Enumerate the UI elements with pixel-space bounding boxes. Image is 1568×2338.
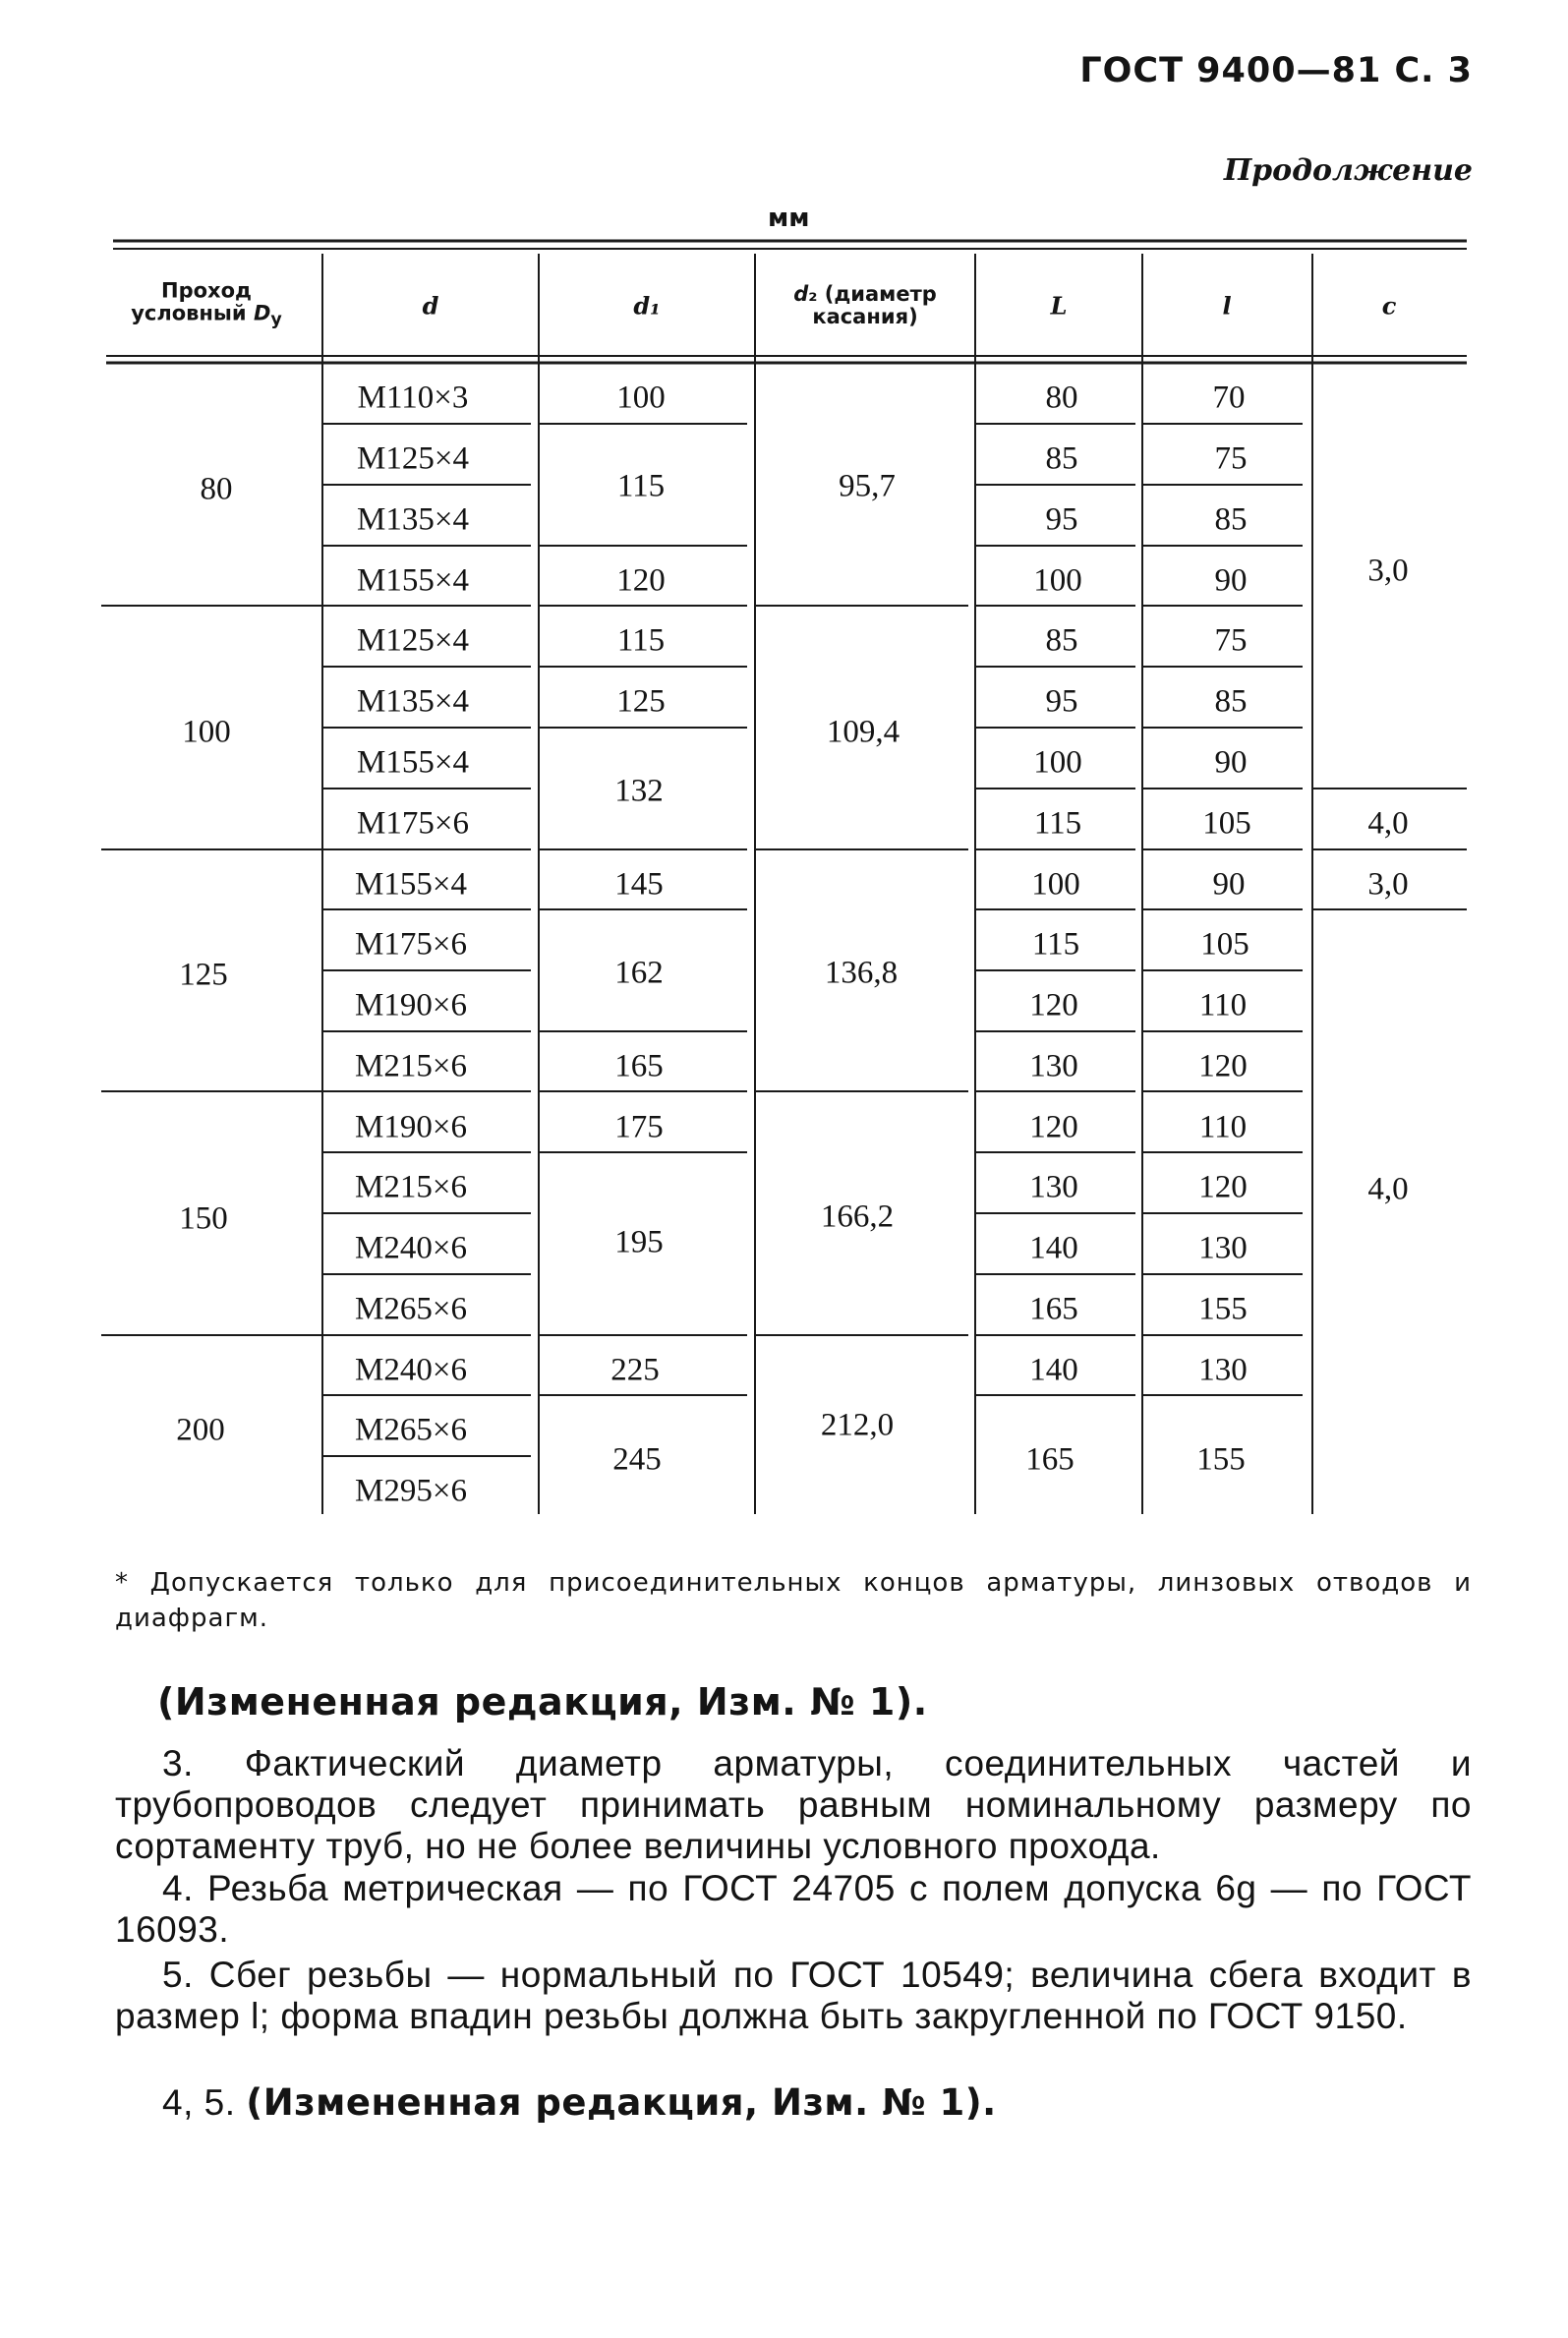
d-cell: М125×4 bbox=[357, 440, 469, 477]
L-cell: 165 bbox=[1025, 1441, 1074, 1478]
d-cell: М215×6 bbox=[355, 1169, 467, 1205]
d1-cell: 115 bbox=[616, 622, 666, 659]
d2-cell: 212,0 bbox=[820, 1407, 895, 1443]
c-cell: 3,0 bbox=[1367, 553, 1409, 589]
L-cell: 100 bbox=[1033, 744, 1082, 781]
d-cell: М135×4 bbox=[357, 683, 469, 720]
L-cell: 130 bbox=[1029, 1048, 1078, 1084]
d2-cell: 166,2 bbox=[820, 1198, 895, 1235]
L-cell: 80 bbox=[1045, 380, 1078, 416]
d-cell: М155×4 bbox=[357, 562, 469, 599]
l-cell: 105 bbox=[1200, 926, 1249, 963]
passage-cell: 200 bbox=[176, 1412, 225, 1448]
L-cell: 140 bbox=[1029, 1352, 1078, 1388]
footnote: * Допускается только для присоединительных концов арматуры, линзовых отводов и диафрагм. bbox=[115, 1568, 1472, 1633]
L-cell: 130 bbox=[1029, 1169, 1078, 1205]
d-cell: М240×6 bbox=[355, 1230, 467, 1266]
passage-cell: 125 bbox=[179, 957, 228, 993]
l-cell: 110 bbox=[1198, 1109, 1248, 1145]
passage-cell: 100 bbox=[182, 714, 231, 750]
l-cell: 90 bbox=[1214, 562, 1248, 599]
l-cell: 75 bbox=[1214, 622, 1248, 659]
document-id: ГОСТ 9400—81 С. 3 bbox=[1079, 51, 1473, 90]
continuation-label: Продолжение bbox=[1223, 153, 1473, 188]
amendment-45-text: (Измененная редакция, Изм. № 1). bbox=[246, 2081, 997, 2124]
c-cell: 3,0 bbox=[1367, 866, 1409, 903]
passage-cell: 80 bbox=[200, 471, 233, 507]
d2-cell: 109,4 bbox=[826, 714, 900, 750]
d1-cell: 125 bbox=[616, 683, 666, 720]
d-cell: М175×6 bbox=[357, 805, 469, 842]
l-cell: 110 bbox=[1198, 987, 1248, 1023]
l-cell: 85 bbox=[1214, 501, 1248, 538]
d1-cell: 145 bbox=[614, 866, 664, 903]
d1-cell: 162 bbox=[614, 955, 664, 991]
L-cell: 95 bbox=[1045, 683, 1078, 720]
col-header-d: d bbox=[422, 291, 439, 321]
d1-cell: 100 bbox=[616, 380, 666, 416]
d1-cell: 225 bbox=[610, 1352, 660, 1388]
paragraph-4: 4. Резьба метрическая — по ГОСТ 24705 с полем допуска 6g — по ГОСТ 16093. bbox=[115, 1868, 1472, 1950]
d-cell: М155×4 bbox=[355, 866, 467, 903]
l-cell: 130 bbox=[1198, 1230, 1248, 1266]
d2-cell: 136,8 bbox=[824, 955, 899, 991]
amendment-note: (Измененная редакция, Изм. № 1). bbox=[157, 1680, 928, 1724]
passage-cell: 150 bbox=[179, 1200, 228, 1237]
amendment-45-prefix: 4, 5. bbox=[162, 2082, 236, 2123]
c-cell: 4,0 bbox=[1367, 1171, 1409, 1207]
l-cell: 85 bbox=[1214, 683, 1248, 720]
col-header-L: L bbox=[1050, 291, 1068, 321]
d1-cell: 175 bbox=[614, 1109, 664, 1145]
l-cell: 90 bbox=[1212, 866, 1246, 903]
d-cell: М295×6 bbox=[355, 1473, 467, 1509]
l-cell: 105 bbox=[1202, 805, 1251, 842]
l-cell: 155 bbox=[1198, 1291, 1248, 1327]
col-header-d2-text: d₂ (диаметр касания) bbox=[793, 282, 937, 328]
paragraph-3: 3. Фактический диаметр арматуры, соединительных частей и трубопроводов следует принимать равным номинальному размеру по сортаменту труб, но не более величины условного прохода. bbox=[115, 1743, 1472, 1866]
amendment-note-45 bbox=[162, 2082, 1440, 2124]
d-cell: М190×6 bbox=[355, 1109, 467, 1145]
d1-cell: 165 bbox=[614, 1048, 664, 1084]
L-cell: 120 bbox=[1029, 1109, 1078, 1145]
d-cell: М265×6 bbox=[355, 1291, 467, 1327]
d-cell: М110×3 bbox=[357, 380, 469, 416]
d-cell: М265×6 bbox=[355, 1412, 467, 1448]
c-cell: 4,0 bbox=[1367, 805, 1409, 842]
L-cell: 85 bbox=[1045, 622, 1078, 659]
l-cell: 120 bbox=[1198, 1048, 1248, 1084]
L-cell: 165 bbox=[1029, 1291, 1078, 1327]
d1-cell: 132 bbox=[614, 773, 664, 809]
d-cell: М215×6 bbox=[355, 1048, 467, 1084]
L-cell: 100 bbox=[1031, 866, 1080, 903]
L-cell: 120 bbox=[1029, 987, 1078, 1023]
l-cell: 70 bbox=[1212, 380, 1246, 416]
d-cell: М135×4 bbox=[357, 501, 469, 538]
l-cell: 120 bbox=[1198, 1169, 1248, 1205]
d2-cell: 95,7 bbox=[839, 468, 896, 504]
d-cell: М175×6 bbox=[355, 926, 467, 963]
d1-cell: 115 bbox=[616, 468, 666, 504]
L-cell: 85 bbox=[1045, 440, 1078, 477]
L-cell: 115 bbox=[1031, 926, 1080, 963]
L-cell: 95 bbox=[1045, 501, 1078, 538]
col-header-passage-text: Проход условный $D_у$ bbox=[131, 278, 282, 330]
d1-cell: 195 bbox=[614, 1224, 664, 1260]
col-header-c: c bbox=[1381, 291, 1397, 321]
l-cell: 75 bbox=[1214, 440, 1248, 477]
L-cell: 140 bbox=[1029, 1230, 1078, 1266]
paragraph-5: 5. Сбег резьбы — нормальный по ГОСТ 10549; величина сбега входит в размер l; форма впадин резьбы должна быть закругленной по ГОСТ 9150. bbox=[115, 1955, 1472, 2036]
unit-label: мм bbox=[768, 204, 810, 233]
d-cell: М190×6 bbox=[355, 987, 467, 1023]
d-cell: М155×4 bbox=[357, 744, 469, 781]
l-cell: 130 bbox=[1198, 1352, 1248, 1388]
d1-cell: 245 bbox=[612, 1441, 662, 1478]
col-header-d2 bbox=[793, 283, 937, 328]
d-cell: М240×6 bbox=[355, 1352, 467, 1388]
l-cell: 155 bbox=[1196, 1441, 1246, 1478]
col-header-d1: d₁ bbox=[633, 291, 661, 321]
col-header-passage bbox=[131, 279, 282, 331]
l-cell: 90 bbox=[1214, 744, 1248, 781]
col-header-l: l bbox=[1222, 291, 1232, 321]
d1-cell: 120 bbox=[616, 562, 666, 599]
d-cell: М125×4 bbox=[357, 622, 469, 659]
L-cell: 100 bbox=[1033, 562, 1082, 599]
L-cell: 115 bbox=[1033, 805, 1082, 842]
